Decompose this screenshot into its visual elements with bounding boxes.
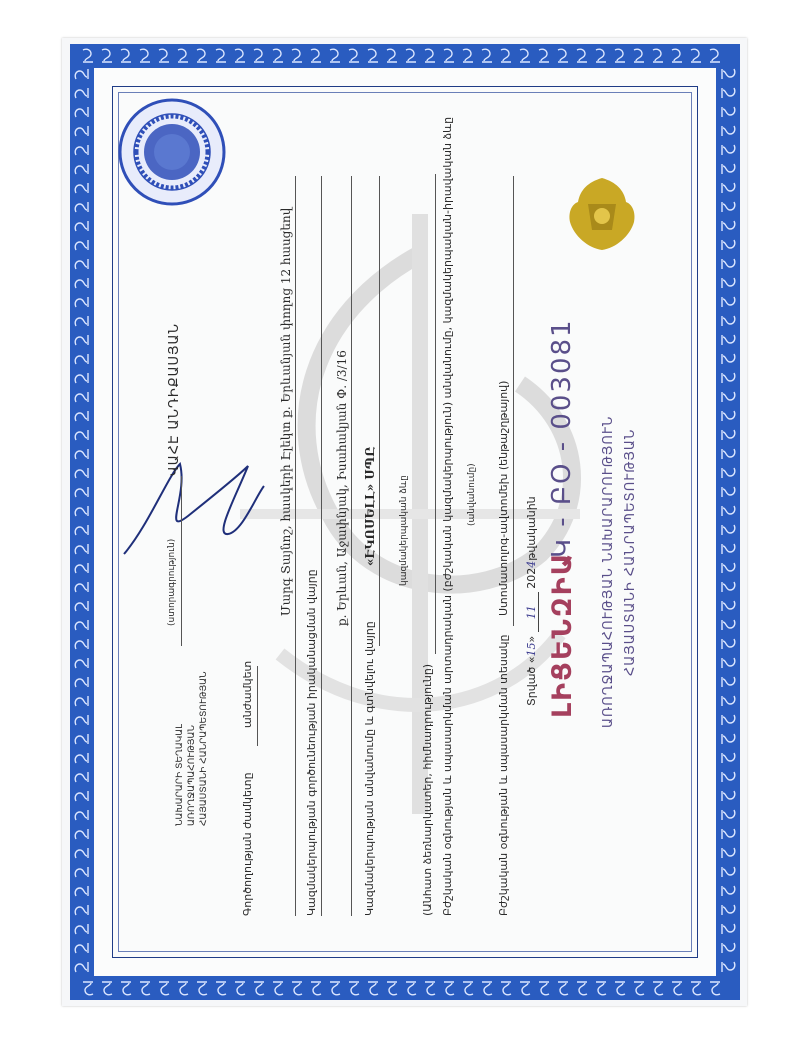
activity-value: Ստոմատոլոգ-ավտոմեխ (ենթաշղթայով) <box>497 380 510 616</box>
issue-date <box>525 496 539 706</box>
date-day: 15 <box>525 642 538 657</box>
signature-rule <box>181 476 182 646</box>
activity-note: (անվանումը) <box>467 463 477 526</box>
date-year-digit: 4 <box>525 560 538 568</box>
signature-caption: (ստորագրություն) <box>167 538 177 626</box>
activity-rule <box>513 176 514 626</box>
header-republic: ՀԱՅԱՍՏԱՆԻ ՀԱՆՐԱՊԵՏՈՒԹՅԱՆ <box>623 428 638 676</box>
license-content <box>137 116 677 946</box>
signatory-role-1: ՀԱՅԱՍՏԱՆԻ ՀԱՆՐԱՊԵՏՈՒԹՅԱՆ <box>199 671 209 826</box>
activity-label: Բժշկական օգնության և սպասարկման տեսակը <box>497 634 510 916</box>
organization-address: ք. Երևան, Աջափնյակ, Իսահակյան Փ. /3/16 <box>335 350 349 626</box>
date-month: 11 <box>525 592 539 632</box>
signatory-role-3: ՆԱԽԱՐԱՐԻ ՏԵՂԱԿԱԼ <box>175 723 185 826</box>
signatory-role-2: ԱՌՈՂՋԱՊԱՀՈՒԹՅԱՆ <box>187 725 197 826</box>
date-suffix: թվականին <box>525 496 538 561</box>
address-rule <box>351 176 352 916</box>
license-title: ԼԻՑԵՆԶԻԱ <box>547 551 578 718</box>
legal-form-note: (Անհատ ձեռնարկատեր, հիմնադրությունը) <box>421 663 434 916</box>
legal-form-label: Բժշկական օգնության և սպասարկման արտադրական (բժշկական կազմակերպություն) անվանումը, կազմակերպական-իրավական ձևը <box>441 116 454 916</box>
date-mid: » <box>525 635 538 643</box>
validity-value: անժամկետ <box>241 660 254 728</box>
license-serial-number: Կ - ԲՕ - 003081 <box>547 318 577 558</box>
validity-rule <box>257 666 258 746</box>
header-ministry: ԱՌՈՂՋԱՊԱՀՈՒԹՅԱՆ ՆԱԽԱՐԱՐՈՒԹՅՈՒՆ <box>601 415 616 728</box>
activity-place-rule-2 <box>295 176 296 916</box>
date-prefix: Տրված « <box>525 656 538 706</box>
activity-place-label: Կազմակերպության գործունեության իրականացման վայրը <box>305 569 318 916</box>
organization-label: Կազմակերպության անվանումը և գտնվելու վայրը <box>363 621 376 916</box>
activity-place-rule-1 <box>321 176 322 916</box>
organization-rule <box>379 176 380 646</box>
signatory-name: ՎԱՀԷ ԱՆԴԻՔԱՍՅԱՆ <box>167 323 182 476</box>
legal-form-rule <box>435 174 436 654</box>
date-year-prefix: 202 <box>525 567 538 589</box>
organization-name: «ԷԿՈՍԵԼԼ» ՍՊԸ <box>363 446 377 566</box>
legal-form-extra: կազմակերպական ձևը <box>399 475 409 586</box>
validity-label: Գործողության ժամկետը <box>241 772 254 916</box>
activity-place-value: Մարգ Տայնոշ, հասկերի Էլեկտ ք. Երևանյան փողոց 12 հասցեով <box>279 207 293 616</box>
